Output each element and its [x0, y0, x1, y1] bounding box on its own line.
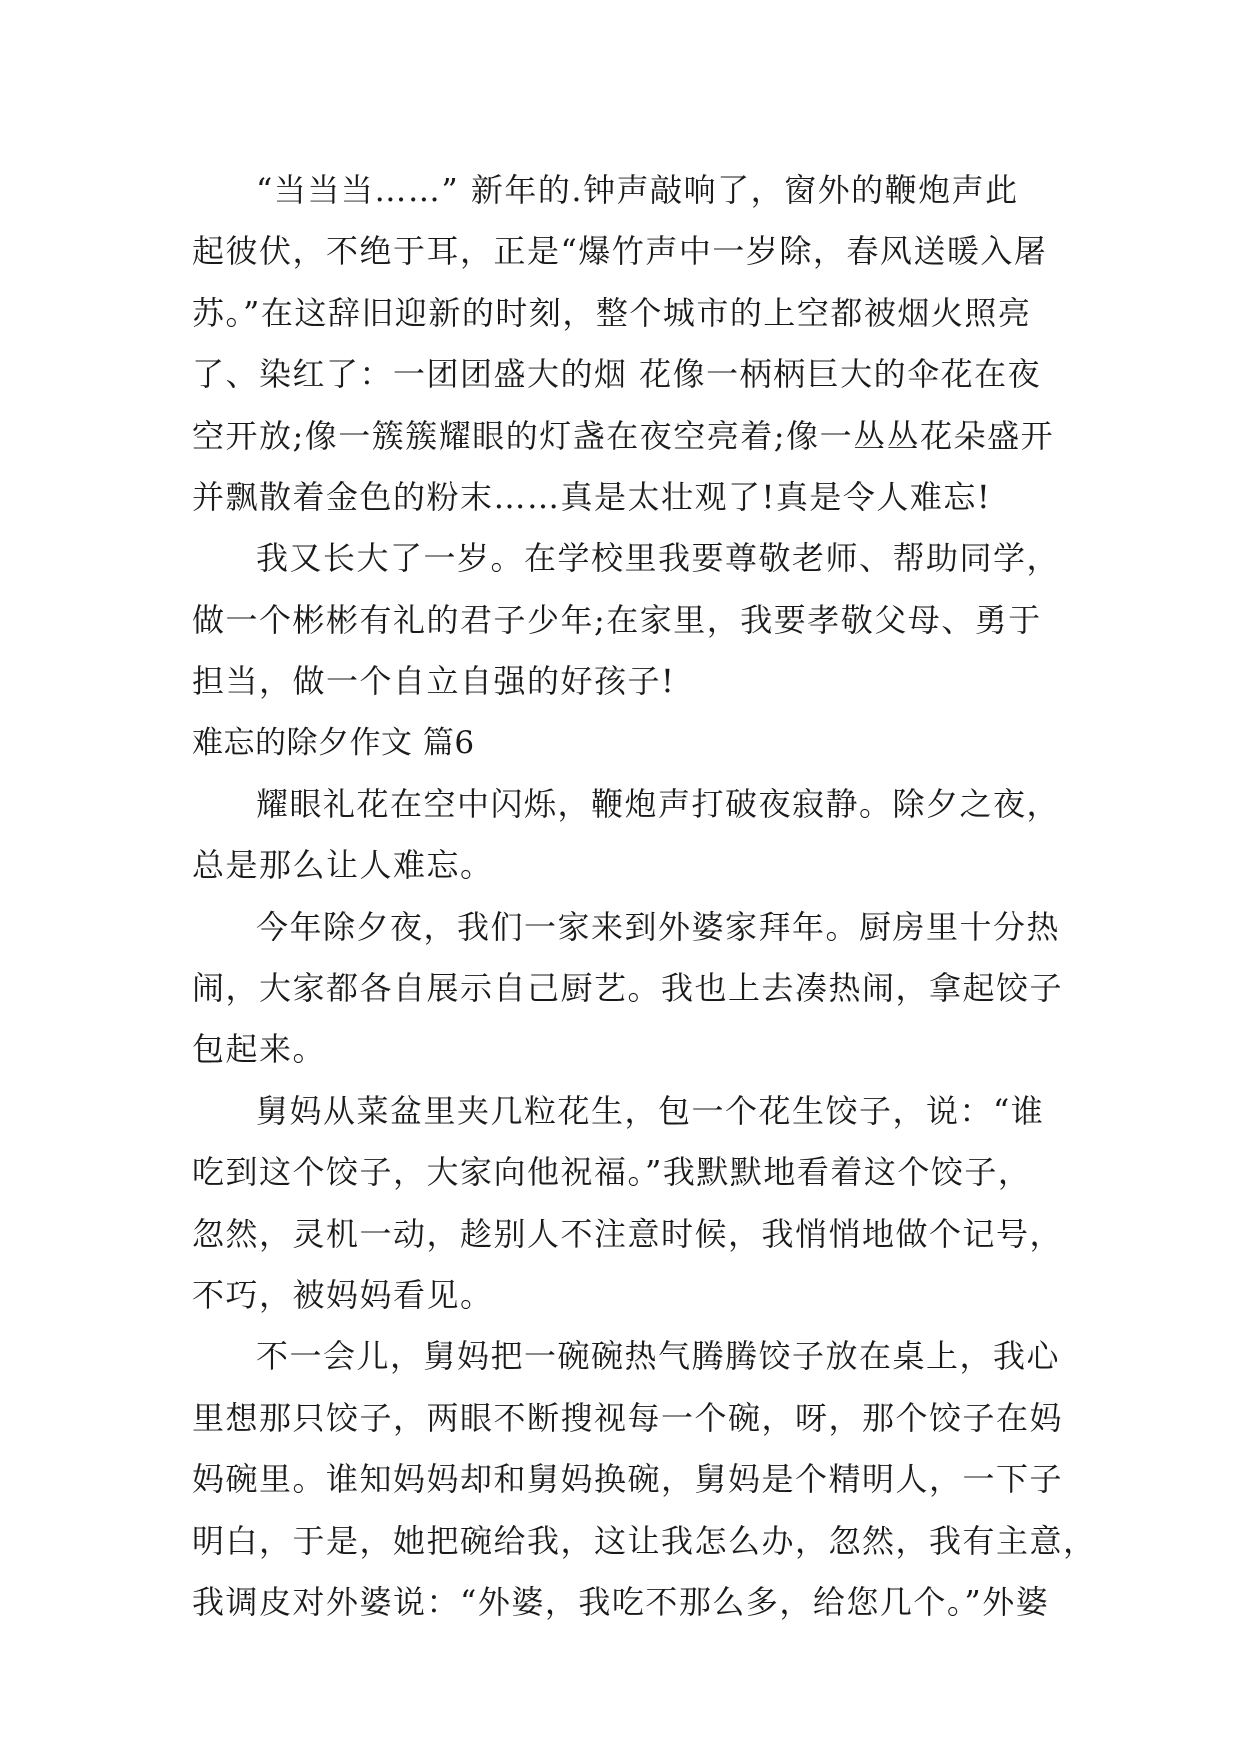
text-line: 空开放;像一簇簇耀眼的灯盏在夜空亮着;像一丛丛花朵盛开	[192, 416, 1055, 455]
text-line: 吃到这个饺子，大家向他祝福。”我默默地看着这个饺子，	[192, 1153, 1032, 1192]
text-line: 做一个彬彬有礼的君子少年;在家里，我要孝敬父母、勇于	[192, 600, 1042, 639]
text-line: 我调皮对外婆说：“外婆，我吃不那么多，给您几个。”外婆	[192, 1582, 1050, 1621]
text-line: 包起来。	[192, 1030, 327, 1069]
text-line: 并飘散着金色的粉末……真是太壮观了!真是令人难忘!	[192, 477, 992, 516]
section-heading: 难忘的除夕作文 篇6	[192, 724, 475, 761]
text-line: 苏。”在这辞旧迎新的时刻，整个城市的上空都被烟火照亮	[192, 293, 1032, 332]
text-line: 耀眼礼花在空中闪烁，鞭炮声打破夜寂静。除夕之夜，	[256, 784, 1061, 823]
text-line: 担当，做一个自立自强的好孩子!	[192, 662, 676, 701]
text-line: 今年除夕夜，我们一家来到外婆家拜年。厨房里十分热	[256, 907, 1061, 946]
text-line: 了、染红了：一团团盛大的烟 花像一柄柄巨大的伞花在夜	[192, 355, 1042, 394]
text-line: 不一会儿，舅妈把一碗碗热气腾腾饺子放在桌上，我心	[256, 1337, 1061, 1376]
text-line: “当当当……” 新年的.钟声敲响了，窗外的鞭炮声此	[256, 171, 1019, 209]
text-line: 里想那只饺子，两眼不断搜视每一个碗，呀，那个饺子在妈	[192, 1398, 1064, 1437]
text-line: 我又长大了一岁。在学校里我要尊敬老师、帮助同学，	[256, 539, 1061, 578]
text-line: 妈碗里。谁知妈妈却和舅妈换碗，舅妈是个精明人，一下子	[192, 1460, 1064, 1499]
text-line: 不巧，被妈妈看见。	[192, 1276, 494, 1315]
text-line: 忽然，灵机一动，趁别人不注意时候，我悄悄地做个记号，	[192, 1214, 1064, 1253]
text-line: 总是那么让人难忘。	[192, 846, 494, 885]
text-line: 起彼伏，不绝于耳，正是“爆竹声中一岁除，春风送暖入屠	[192, 232, 1048, 271]
text-line: 明白，于是，她把碗给我，这让我怎么办，忽然，我有主意，	[192, 1521, 1097, 1560]
text-line: 闹，大家都各自展示自己厨艺。我也上去凑热闹，拿起饺子	[192, 969, 1064, 1008]
text-line: 舅妈从菜盆里夹几粒花生，包一个花生饺子，说：“谁	[256, 1091, 1045, 1130]
article-body	[192, 160, 1097, 1633]
